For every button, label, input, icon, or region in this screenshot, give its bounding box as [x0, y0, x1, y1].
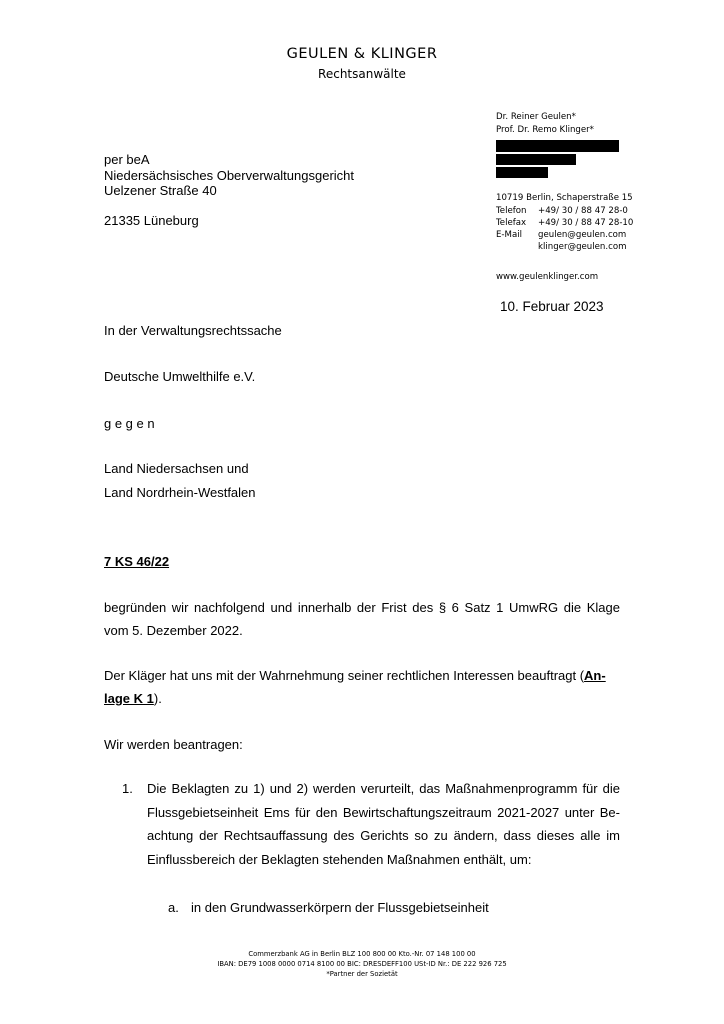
annex-link[interactable]: An- [584, 668, 606, 683]
contact-value: +49/ 30 / 88 47 28-10 [538, 218, 634, 228]
annex-link[interactable]: lage K 1 [104, 691, 154, 706]
firm-website: www.geulenklinger.com [496, 272, 599, 282]
redaction-bar [496, 154, 576, 165]
paragraph-text: Der Kläger hat uns mit der Wahrnehmung seiner rechtlichen Interessen beauftragt ( [104, 668, 585, 683]
letter-date: 10. Februar 2023 [500, 299, 604, 314]
recipient-line: Niedersächsisches Oberverwaltungsgericht [104, 167, 355, 183]
recipient-line: per beA [104, 152, 150, 167]
list-item-line: achtung der Rechtsauffassung des Gerichts so zu ändern, dass dieses alle im [147, 828, 620, 843]
paragraph-text: ). [153, 691, 162, 706]
plaintiff-name: Deutsche Umwelthilfe e.V. [104, 369, 256, 384]
recipient-line: Uelzener Straße 40 [104, 183, 217, 198]
list-item-line: Die Beklagten zu 1) und 2) werden verurteilt, das Maßnahmenprogramm für die [147, 781, 620, 796]
firm-address: 10719 Berlin, Schaperstraße 15 [496, 193, 633, 203]
contact-value: geulen@geulen.com [538, 230, 627, 240]
paragraph-mandate [104, 664, 620, 710]
firm-name: GEULEN & KLINGER [286, 46, 438, 62]
list-number: 1. [122, 781, 133, 796]
case-intro: In der Verwaltungsrechtssache [104, 323, 282, 338]
list-item-line: Einflussbereich der Beklagten stehenden Maßnahmen enthält, um: [147, 851, 532, 867]
partner-name: Dr. Reiner Geulen* [496, 112, 576, 122]
against-label: g e g e n [104, 416, 155, 431]
partner-name: Prof. Dr. Remo Klinger* [496, 125, 594, 135]
contact-label: Telefon [496, 206, 527, 216]
paragraph-grounds [104, 596, 620, 642]
contact-row [496, 241, 633, 253]
defendant-name: Land Niedersachsen und [104, 461, 249, 476]
footer-iban-line: IBAN: DE79 1008 0000 0714 8100 00 BIC: DRESDEFF100 USt-ID Nr.: DE 222 926 725 [217, 960, 507, 968]
footer-bank-line: Commerzbank AG in Berlin BLZ 100 800 00 Kto.-Nr. 07 148 100 00 [248, 950, 476, 958]
contact-label: Telefax [496, 218, 527, 228]
sublist-letter: a. [168, 900, 179, 915]
list-item-line: Flussgebietseinheit Ems für den Bewirtschaftungszeitraum 2021-2027 unter Be- [147, 804, 620, 820]
recipient-address [104, 152, 354, 199]
defendant-name: Land Nordrhein-Westfalen [104, 485, 256, 500]
sublist-item: in den Grundwasserkörpern der Flussgebietseinheit [191, 900, 489, 915]
contact-row [496, 217, 633, 229]
contact-block [496, 205, 633, 253]
redaction-bar [496, 140, 619, 152]
contact-value: +49/ 30 / 88 47 28-0 [538, 206, 628, 216]
contact-label: E-Mail [496, 230, 522, 240]
paragraph-line [104, 664, 620, 687]
list-item [147, 777, 620, 871]
motion-intro: Wir werden beantragen: [104, 737, 243, 752]
paragraph-line [104, 687, 620, 710]
contact-row [496, 229, 633, 241]
contact-row [496, 205, 633, 217]
recipient-city: 21335 Lüneburg [104, 213, 199, 228]
contact-value: klinger@geulen.com [538, 242, 627, 252]
footer-partner-note: *Partner der Sozietät [326, 970, 398, 978]
contact-label [496, 241, 538, 253]
case-number: 7 KS 46/22 [104, 554, 170, 569]
firm-subtitle: Rechtsanwälte [318, 67, 406, 81]
paragraph-line: begründen wir nachfolgend und innerhalb der Frist des § 6 Satz 1 UmwRG die Klage [104, 600, 620, 615]
redaction-bar [496, 167, 548, 178]
paragraph-line: vom 5. Dezember 2022. [104, 623, 243, 638]
